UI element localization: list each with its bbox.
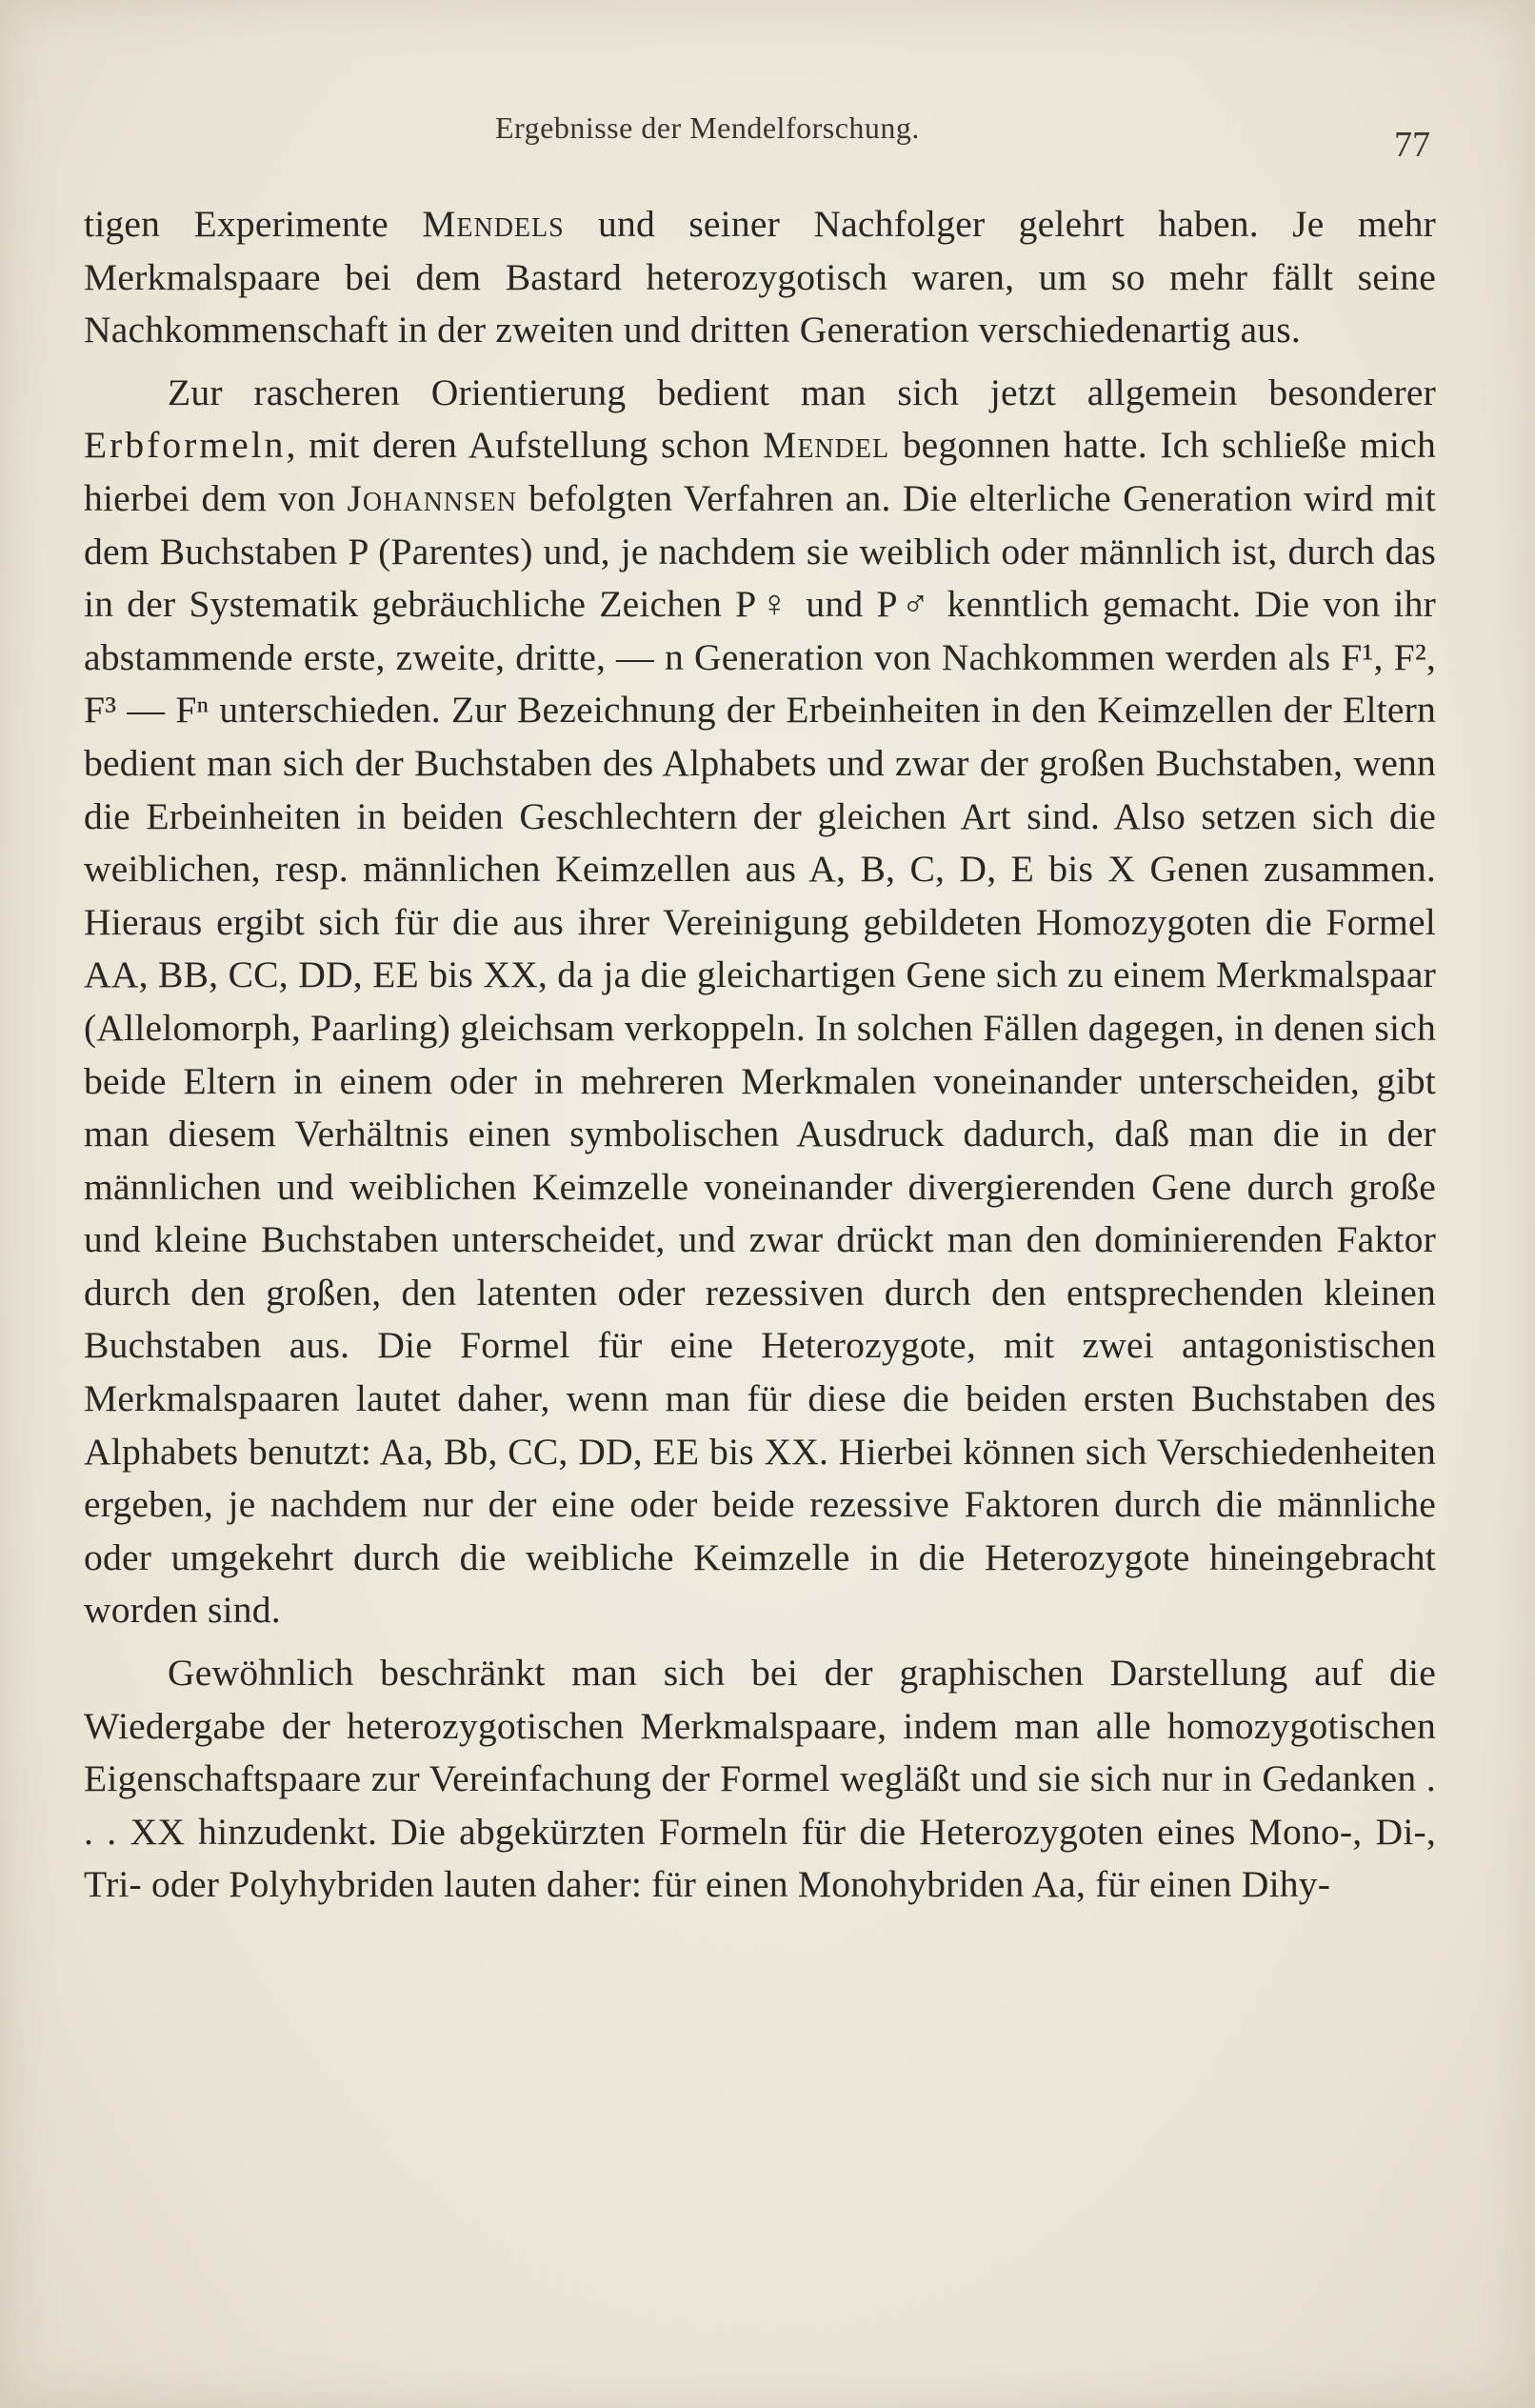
paragraph-1: [84, 198, 1436, 357]
author-name-mendel: Mendel: [763, 424, 890, 467]
text-run: , mit deren Aufstellung schon: [286, 424, 764, 467]
paragraph-2: [84, 367, 1436, 1637]
body-text: [84, 198, 1436, 1912]
text-run: tigen Experimente: [84, 203, 423, 245]
text-run: begonnen hatte. Ich schließe mich hierbei dem von: [84, 424, 1436, 519]
running-title: Ergebnisse der Mendelforschung.: [495, 110, 920, 145]
author-name-mendels: Mendels: [422, 203, 565, 245]
running-head: [0, 107, 1535, 165]
author-name-johannsen: Johannsen: [347, 476, 517, 519]
text-run: Gewöhnlich beschränkt man sich bei der graphischen Darstellung auf die Wiedergabe der heterozygotischen Merkmalspaare, indem man alle homozygotischen Eigenschaftspaare zur Vereinfachung der Formel wegläßt und sie sich nur in Gedanken . . . XX hinzudenkt. Die abgekürzten Formeln für die Heterozygoten eines Mono-, Di-, Tri- oder Polyhybriden lauten daher: für einen Monohybriden Aa, für einen Dihy-: [84, 1652, 1436, 1906]
text-run: und seiner Nachfolger gelehrt haben. Je mehr Merkmalspaare bei dem Bastard heterozygotisch waren, um so mehr fällt seine Nachkommenschaft in der zweiten und dritten Generation verschiedenartig aus.: [84, 203, 1436, 351]
page-number: 77: [1394, 125, 1430, 165]
text-run: befolgten Verfahren an. Die elterliche Generation wird mit dem Buchstaben P (Parentes) und, je nachdem sie weiblich oder männlich ist, durch das in der Systematik gebräuchliche Zeichen P♀ und P♂ kenntlich gemacht. Die von ihr abstammende erste, zweite, dritte, — n Generation von Nachkommen werden als F¹, F², F³ — Fⁿ unterschieden. Zur Bezeichnung der Erbeinheiten in den Keimzellen der Eltern bedient man sich der Buchstaben des Alphabets und zwar der großen Buchstaben, wenn die Erbeinheiten in beiden Geschlechtern der gleichen Art sind. Also setzen sich die weiblichen, resp. männlichen Keimzellen aus A, B, C, D, E bis X Genen zusammen. Hieraus ergibt sich für die aus ihrer Vereinigung gebildeten Homozygoten die Formel AA, BB, CC, DD, EE bis XX, da ja die gleichartigen Gene sich zu einem Merkmalspaar (Allelomorph, Paarling) gleichsam verkoppeln. In solchen Fällen dagegen, in denen sich beide Eltern in einem oder in mehreren Merkmalen voneinander unterscheiden, gibt man diesem Verhältnis einen symbolischen Ausdruck dadurch, daß man die in der männlichen und weiblichen Keimzelle voneinander divergierenden Gene durch große und kleine Buchstaben unterscheidet, und zwar drückt man den dominierenden Faktor durch den großen, den latenten oder rezessiven durch den entsprechenden kleinen Buchstaben aus. Die Formel für eine Heterozygote, mit zwei antagonistischen Merkmalspaaren lautet daher, wenn man für diese die beiden ersten Buchstaben des Alphabets benutzt: Aa, Bb, CC, DD, EE bis XX. Hierbei können sich Verschiedenheiten ergeben, je nachdem nur der eine oder beide rezessive Faktoren durch die männliche oder umgekehrt durch die weibliche Keimzelle in die Heterozygote hineingebracht worden sind.: [84, 476, 1436, 1632]
text-run: Zur rascheren Orientierung bedient man sich jetzt allgemein besonderer: [168, 371, 1436, 413]
emphasized-term: Erbformeln: [84, 424, 287, 467]
paragraph-3: [84, 1647, 1436, 1912]
